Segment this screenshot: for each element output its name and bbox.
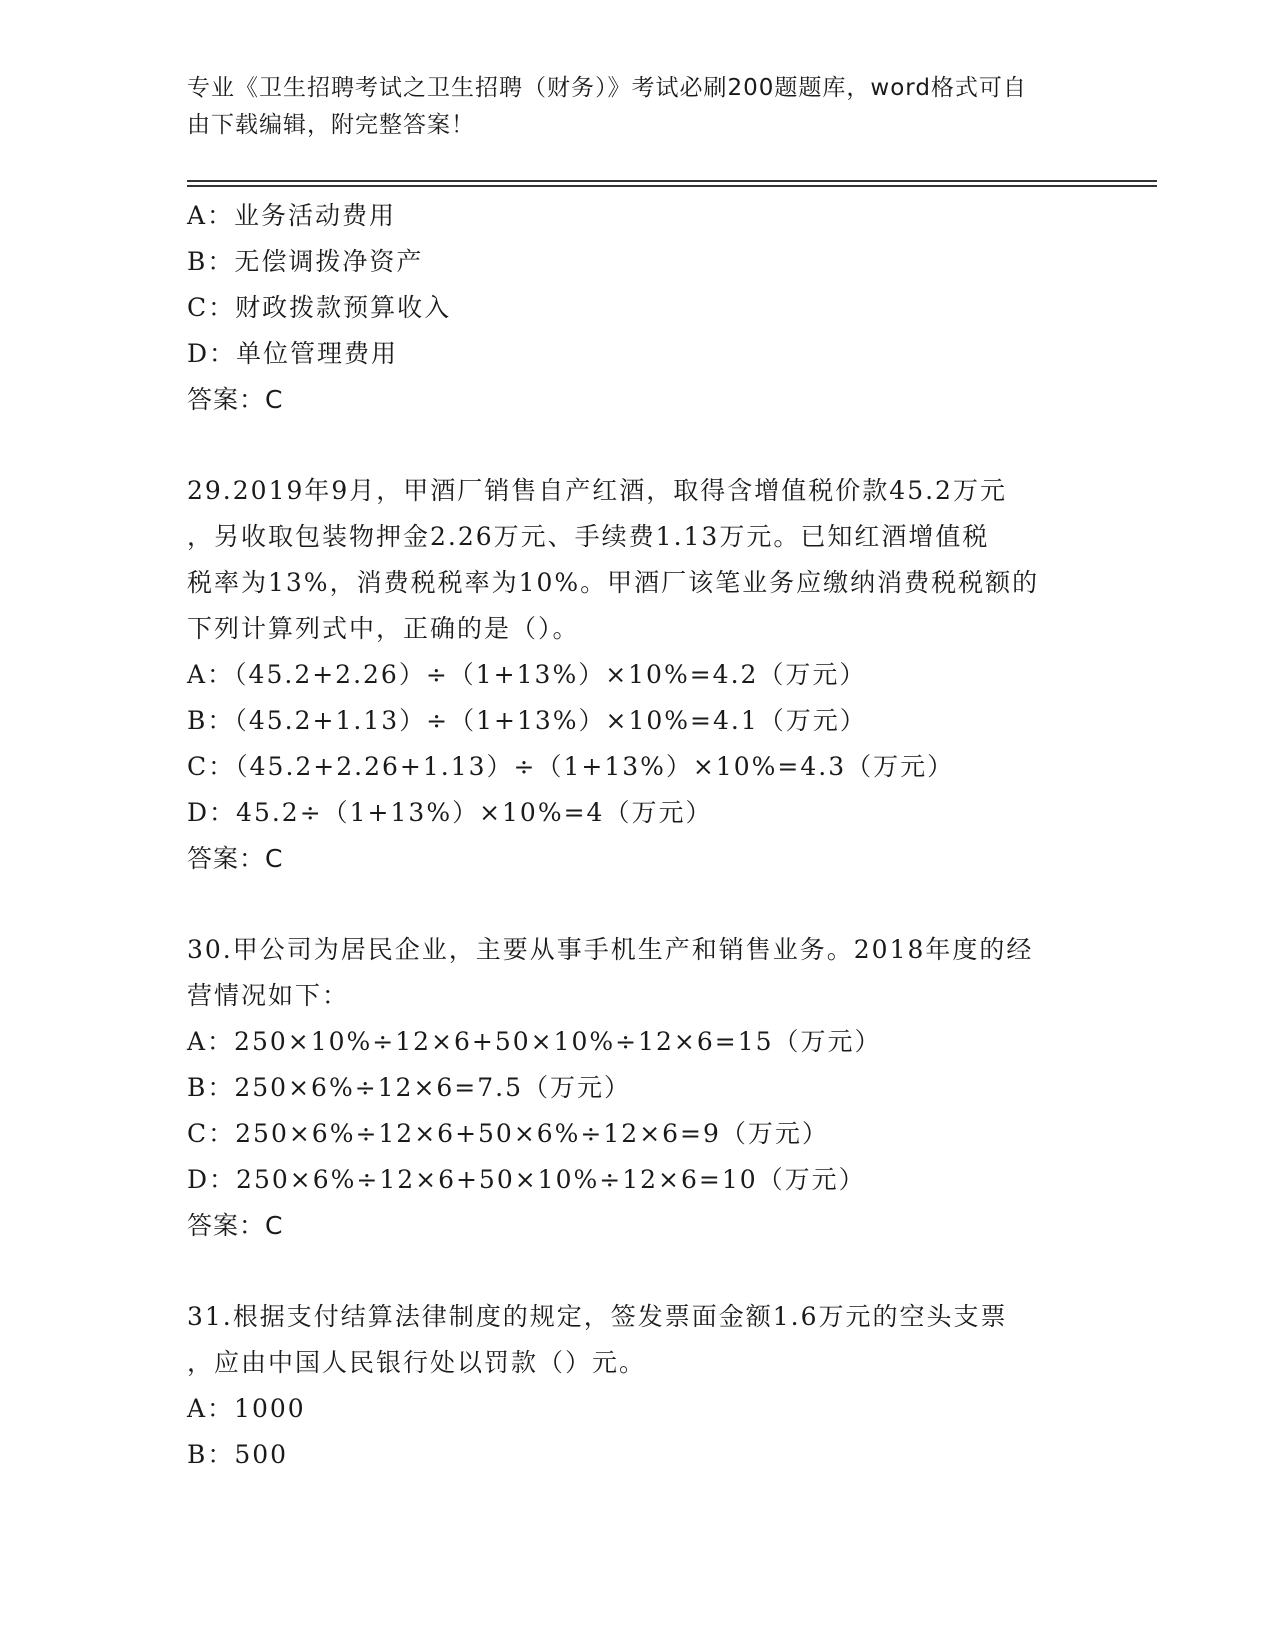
answer-label: 答案：C (187, 385, 284, 414)
spacer (187, 1249, 1157, 1294)
question-31 (187, 1294, 1157, 1478)
option-d: D：单位管理费用 (187, 339, 399, 368)
divider-line (187, 185, 1157, 187)
option-c: C：（45.2+2.26+1.13）÷（1+13%）×10%=4.3（万元） (187, 752, 955, 781)
question-stem (187, 1294, 1087, 1386)
stem-line: 下列计算列式中，正确的是（）。 (187, 614, 580, 643)
header-line-1: 专业《卫生招聘考试之卫生招聘（财务）》考试必刷200题题库，word格式可自 (187, 75, 1027, 101)
option-a: A：1000 (187, 1394, 306, 1423)
stem-line: ，应由中国人民银行处以罚款（）元。 (187, 1348, 647, 1377)
stem-line: 31.根据支付结算法律制度的规定，签发票面金额1.6万元的空头支票 (187, 1302, 1008, 1331)
option-a: A：250×10%÷12×6+50×10%÷12×6=15（万元） (187, 1027, 882, 1056)
option-a: A：业务活动费用 (187, 201, 397, 230)
option-b: B：250×6%÷12×6=7.5（万元） (187, 1073, 632, 1102)
stem-line: 税率为13%，消费税税率为10%。甲酒厂该笔业务应缴纳消费税税额的 (187, 568, 1040, 597)
stem-line: 29.2019年9月，甲酒厂销售自产红酒，取得含增值税价款45.2万元 (187, 476, 1007, 505)
question-28 (187, 193, 1157, 423)
stem-line: 30.甲公司为居民企业，主要从事手机生产和销售业务。2018年度的经 (187, 935, 1034, 964)
stem-line: ，另收取包装物押金2.26万元、手续费1.13万元。已知红酒增值税 (187, 522, 990, 551)
option-b: B：无偿调拨净资产 (187, 247, 424, 276)
option-b: B：500 (187, 1440, 289, 1469)
option-c: C：财政拨款预算收入 (187, 293, 452, 322)
answer-label: 答案：C (187, 844, 284, 873)
spacer (187, 882, 1157, 927)
option-b: B：（45.2+1.13）÷（1+13%）×10%=4.1（万元） (187, 706, 867, 735)
question-29 (187, 468, 1157, 882)
divider-line (187, 180, 1157, 182)
question-stem (187, 927, 1087, 1019)
document-page (187, 70, 1157, 1478)
option-c: C：250×6%÷12×6+50×6%÷12×6=9（万元） (187, 1119, 829, 1148)
header-line-2: 由下载编辑，附完整答案！ (187, 112, 475, 138)
option-d: D：250×6%÷12×6+50×10%÷12×6=10（万元） (187, 1165, 866, 1194)
document-header (187, 70, 1157, 144)
header-divider (187, 180, 1157, 187)
spacer (187, 423, 1157, 468)
answer-label: 答案：C (187, 1211, 284, 1240)
option-a: A：（45.2+2.26）÷（1+13%）×10%=4.2（万元） (187, 660, 867, 689)
question-stem (187, 468, 1087, 652)
stem-line: 营情况如下： (187, 981, 350, 1010)
option-d: D：45.2÷（1+13%）×10%=4（万元） (187, 798, 713, 827)
question-30 (187, 927, 1157, 1249)
